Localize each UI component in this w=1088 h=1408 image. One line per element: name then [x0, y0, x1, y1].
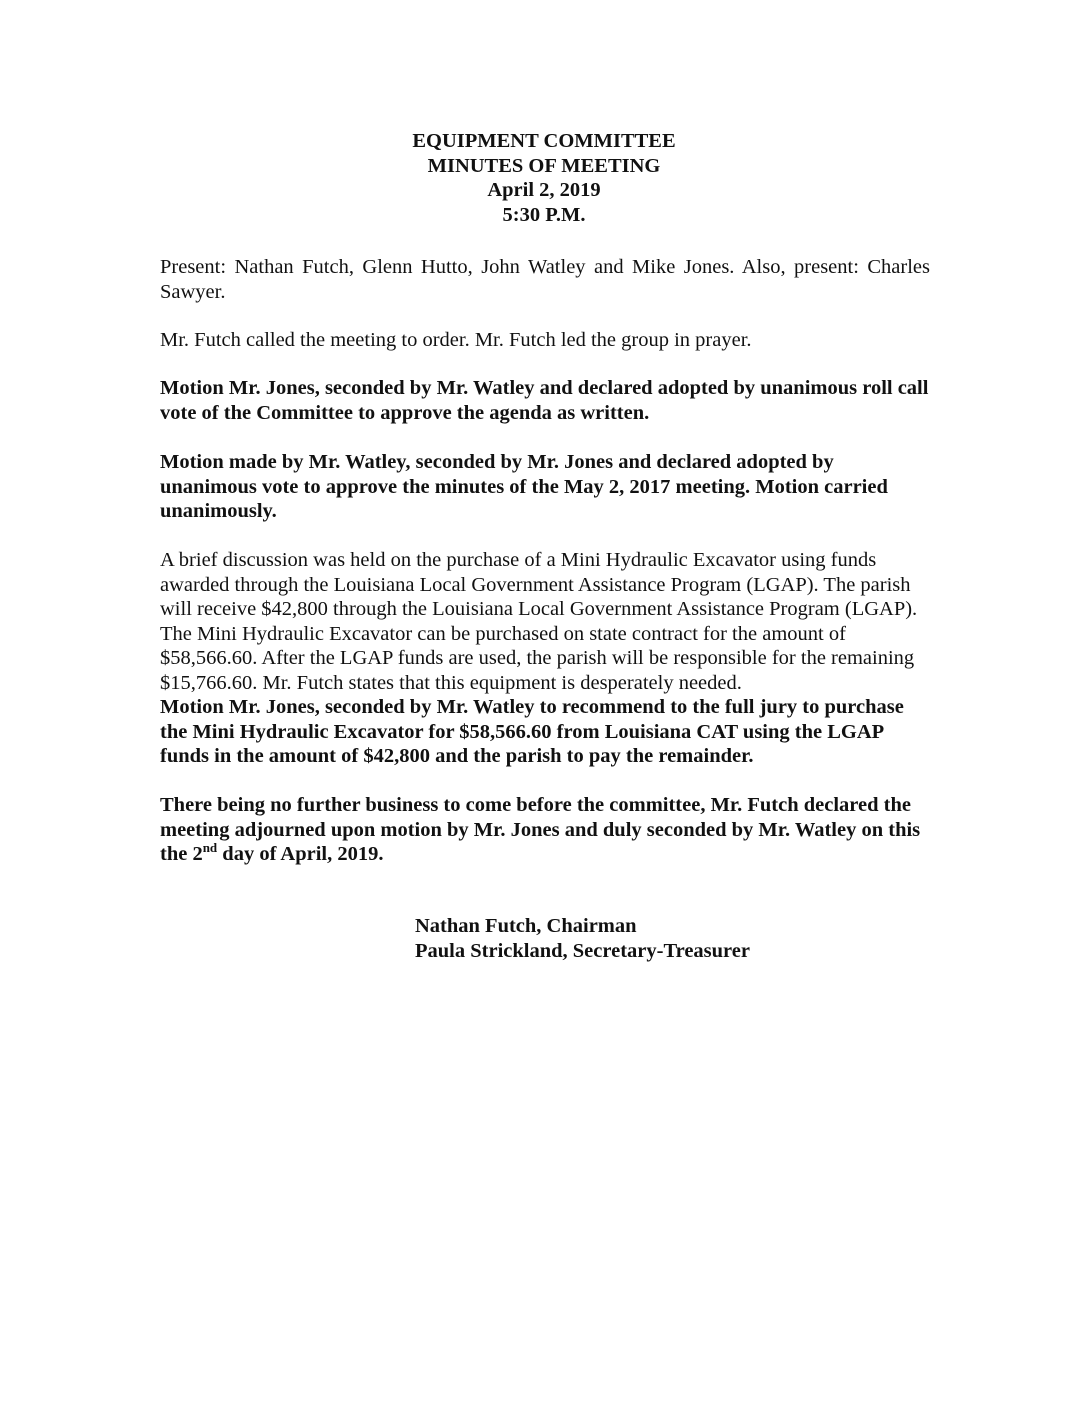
- call-to-order-paragraph: Mr. Futch called the meeting to order. Mr. Futch led the group in prayer.: [160, 329, 752, 351]
- attendance-paragraph: Present: Nathan Futch, Glenn Hutto, John Watley and Mike Jones. Also, present: Charles Sawyer.: [160, 256, 930, 303]
- discussion-section: [160, 548, 930, 769]
- discussion-paragraph: A brief discussion was held on the purchase of a Mini Hydraulic Excavator using funds awarded through the Louisiana Local Government Assistance Program (LGAP). The parish will receive $42,800 through the Louisiana Local Government Assistance Program (LGAP). The Mini Hydraulic Excavator can be purchased on state contract for the amount of $58,566.60. After the LGAP funds are used, the parish will be responsible for the remaining $15,766.60. Mr. Futch states that this equipment is desperately needed.: [160, 549, 918, 694]
- minutes-title: MINUTES OF MEETING: [427, 154, 661, 177]
- secretary-signature: Paula Strickland, Secretary-Treasurer: [415, 940, 750, 962]
- adjournment-text: There being no further business to come before the committee, Mr. Futch declared the meeting adjourned upon motion by Mr. Jones and duly seconded by Mr. Watley on this the 2: [160, 794, 921, 865]
- document-header: [0, 129, 1088, 227]
- committee-title: EQUIPMENT COMMITTEE: [412, 130, 676, 152]
- chairman-signature: Nathan Futch, Chairman: [415, 915, 637, 937]
- motion-excavator-paragraph: Motion Mr. Jones, seconded by Mr. Watley to recommend to the full jury to purchase the Mini Hydraulic Excavator for $58,566.60 from Louisiana CAT using the LGAP funds in the amount of $42,800 and the parish to pay the remainder.: [160, 696, 904, 767]
- adjournment-paragraph: [160, 793, 930, 867]
- motion-agenda-paragraph: Motion Mr. Jones, seconded by Mr. Watley and declared adopted by unanimous roll call vote of the Committee to approve the agenda as written.: [160, 377, 929, 424]
- motion-minutes-paragraph: Motion made by Mr. Watley, seconded by Mr. Jones and declared adopted by unanimous vote to approve the minutes of the May 2, 2017 meeting. Motion carried unanimously.: [160, 451, 888, 522]
- adjournment-tail: day of April, 2019.: [217, 843, 384, 865]
- meeting-date: April 2, 2019: [487, 179, 601, 201]
- ordinal-suffix: nd: [202, 840, 218, 856]
- signature-block: [415, 914, 750, 964]
- meeting-time: 5:30 P.M.: [502, 203, 586, 226]
